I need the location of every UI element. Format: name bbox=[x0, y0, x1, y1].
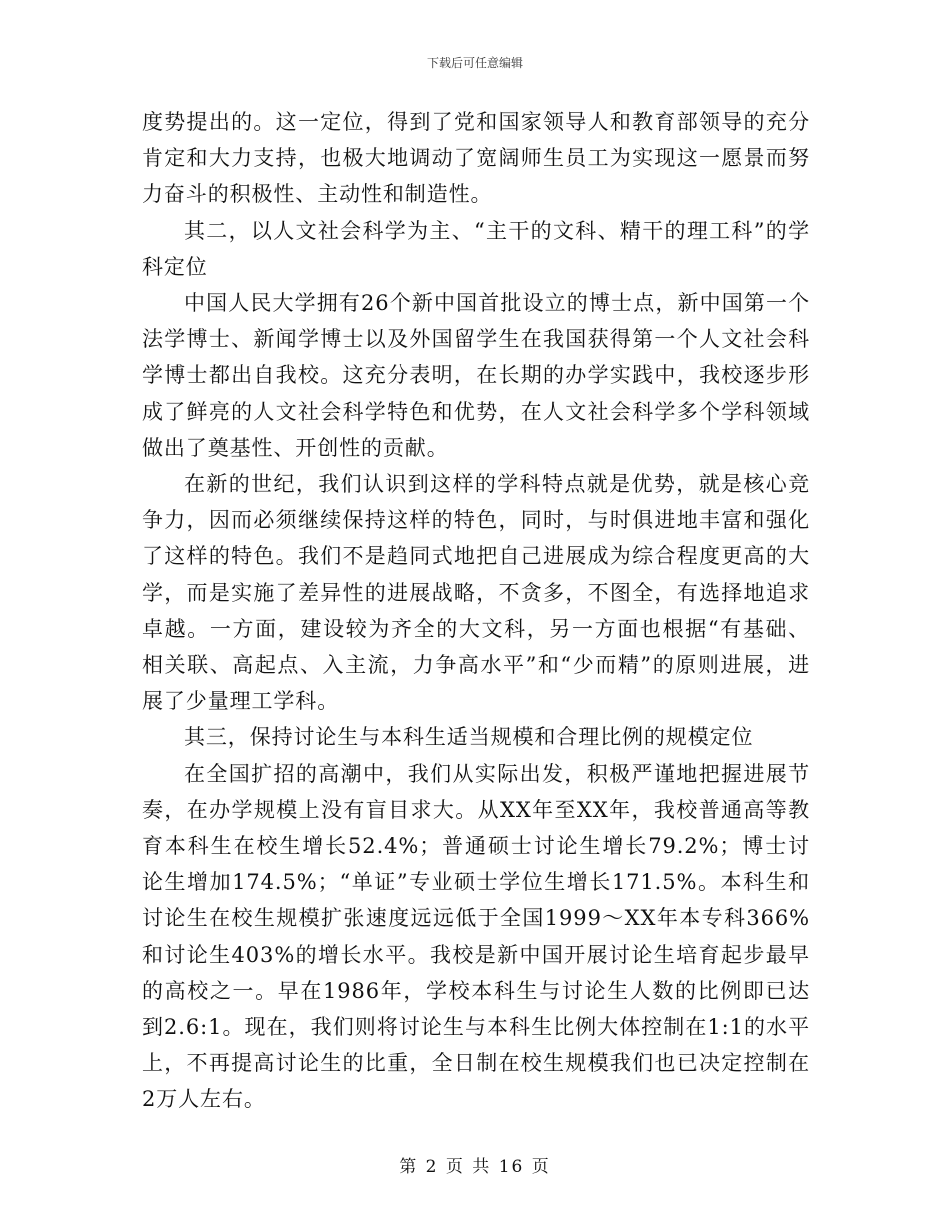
section-heading-two: 其二，以人文社会科学为主、“主干的文科、精干的理工科”的学科定位 bbox=[142, 218, 810, 279]
paragraph-new-century: 在新的世纪，我们认识到这样的学科特点就是优势，就是核心竞争力，因而必须继续保持这样的特色，同时，与时俱进地丰富和强化了这样的特色。我们不是趋同式地把自己进展成为综合程度更高的大学，而是实施了差异性的进展战略，不贪多，不图全，有选择地追求卓越。一方面，建设较为齐全的大文科，另一方面也根据“有基础、相关联、高起点、入主流，力争高水平”和“少而精”的原则进展，进展了少量理工学科。 bbox=[142, 472, 810, 714]
document-body bbox=[142, 104, 810, 1118]
paragraph-renmin-doctoral: 中国人民大学拥有26个新中国首批设立的博士点，新中国第一个法学博士、新闻学博士以及外国留学生在我国获得第一个人文社会科学博士都出自我校。这充分表明，在长期的办学实践中，我校逐步形成了鲜亮的人文社会科学特色和优势，在人文社会科学多个学科领域做出了奠基性、开创性的贡献。 bbox=[142, 291, 810, 460]
section-heading-three: 其三，保持讨论生与本科生适当规模和合理比例的规模定位 bbox=[184, 725, 754, 750]
paragraph-enrollment-scale: 在全国扩招的高潮中，我们从实际出发，积极严谨地把握进展节奏，在办学规模上没有盲目求大。从XX年至XX年，我校普通高等教育本科生在校生增长52.4%；普通硕士讨论生增长79.2%；博士讨论生增加174.5%；“单证”专业硕士学位生增长171.5%。本科生和讨论生在校生规模扩张速度远远低于全国1999～XX年本专科366%和讨论生403%的增长水平。我校是新中国开展讨论生培育起步最早的高校之一。早在1986年，学校本科生与讨论生人数的比例即已达到2.6:1。现在，我们则将讨论生与本科生比例大体控制在1:1的水平上，不再提高讨论生的比重，全日制在校生规模我们也已决定控制在2万人左右。 bbox=[142, 761, 810, 1112]
header-note: 下载后可任意编辑 bbox=[426, 56, 523, 70]
page-number: 第 2 页 共 16 页 bbox=[399, 1157, 551, 1177]
paragraph-continuation: 度势提出的。这一定位，得到了党和国家领导人和教育部领导的充分肯定和大力支持，也极大地调动了宽阔师生员工为实现这一愿景而努力奋斗的积极性、主动性和制造性。 bbox=[142, 110, 810, 207]
